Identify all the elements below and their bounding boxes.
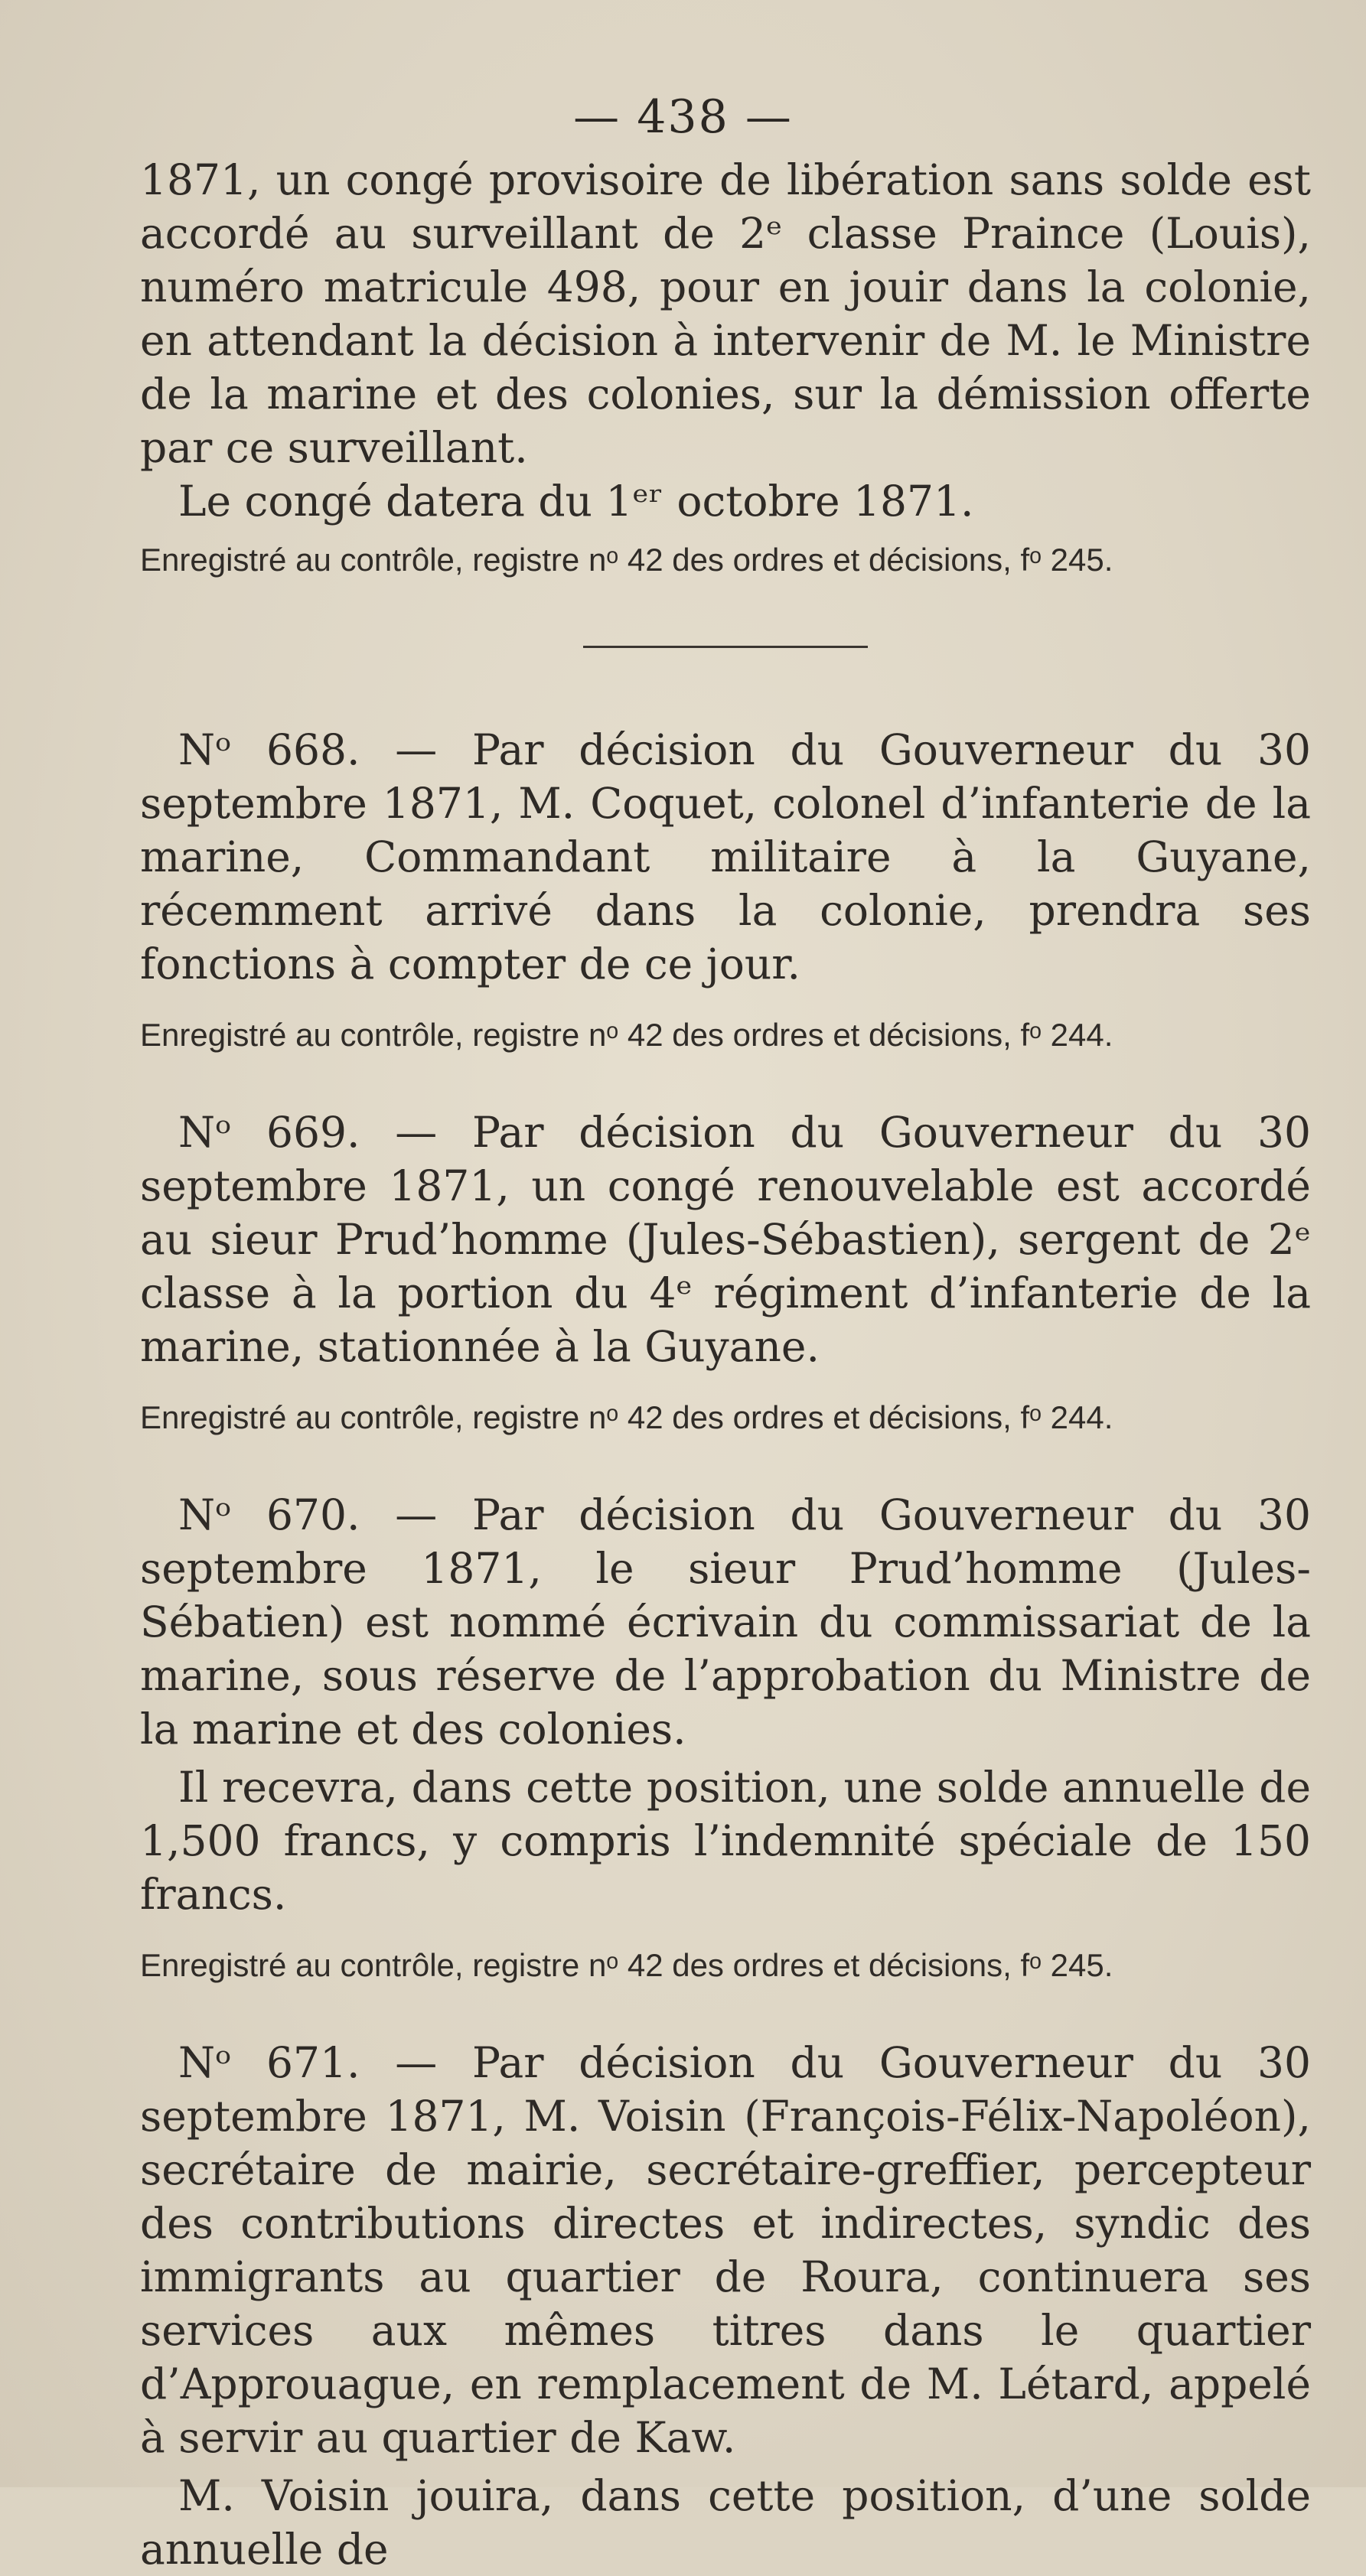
- decision-668-registration: Enregistré au contrôle, registre nᵒ 42 des ordres et décisions, fᵒ 244.: [140, 1017, 1113, 1053]
- decision-671-salary: M. Voisin jouira, dans cette position, d’une solde annuelle de: [140, 2471, 1311, 2574]
- decision-670-text: Nᵒ 670. — Par décision du Gouverneur du 30 septembre 1871, le sieur Prud’homme (Jules-Sébatien) est nommé écrivain du commissariat de la marine, sous réserve de l’approbation du Ministre de la marine et des colonies.: [140, 1490, 1311, 1754]
- decision-670-salary: Il recevra, dans cette position, une solde annuelle de 1,500 francs, y compris l’indemnité spéciale de 150 francs.: [140, 1763, 1311, 1919]
- decision-669-text: Nᵒ 669. — Par décision du Gouverneur du 30 septembre 1871, un congé renouvelable est accordé au sieur Prud’homme (Jules-Sébastien), sergent de 2ᵉ classe à la portion du 4ᵉ régiment d’infanterie de la marine, stationnée à la Guyane.: [140, 1108, 1311, 1371]
- decision-669-registration: Enregistré au contrôle, registre nᵒ 42 des ordres et décisions, fᵒ 244.: [140, 1399, 1113, 1435]
- decision-668-text: Nᵒ 668. — Par décision du Gouverneur du 30 septembre 1871, M. Coquet, colonel d’infanterie de la marine, Commandant militaire à la Guyane, récemment arrivé dans la colonie, prendra ses fonctions à compter de ce jour.: [140, 725, 1311, 988]
- text-column: [140, 153, 1311, 2576]
- decision-671-text: Nᵒ 671. — Par décision du Gouverneur du 30 septembre 1871, M. Voisin (François-Félix-Napoléon), secrétaire de mairie, secrétaire-greffier, percepteur des contributions directes et indirectes, syndic des immigrants au quartier de Roura, continuera ses services aux mêmes titres dans le quartier d’Approuague, en remplacement de M. Létard, appelé à servir au quartier de Kaw.: [140, 2038, 1311, 2462]
- page-number: — 438 —: [573, 90, 793, 144]
- intro-note: Le congé datera du 1ᵉʳ octobre 1871.: [178, 477, 974, 526]
- decision-670-registration: Enregistré au contrôle, registre nᵒ 42 des ordres et décisions, fᵒ 245.: [140, 1947, 1113, 1983]
- intro-paragraph: 1871, un congé provisoire de libération sans solde est accordé au surveillant de 2ᵉ classe Praince (Louis), numéro matricule 498, pour en jouir dans la colonie, en attendant la décision à intervenir de M. le Ministre de la marine et des colonies, sur la démission offerte par ce surveillant.: [140, 155, 1311, 472]
- intro-registration: Enregistré au contrôle, registre nᵒ 42 des ordres et décisions, fᵒ 245.: [140, 542, 1113, 578]
